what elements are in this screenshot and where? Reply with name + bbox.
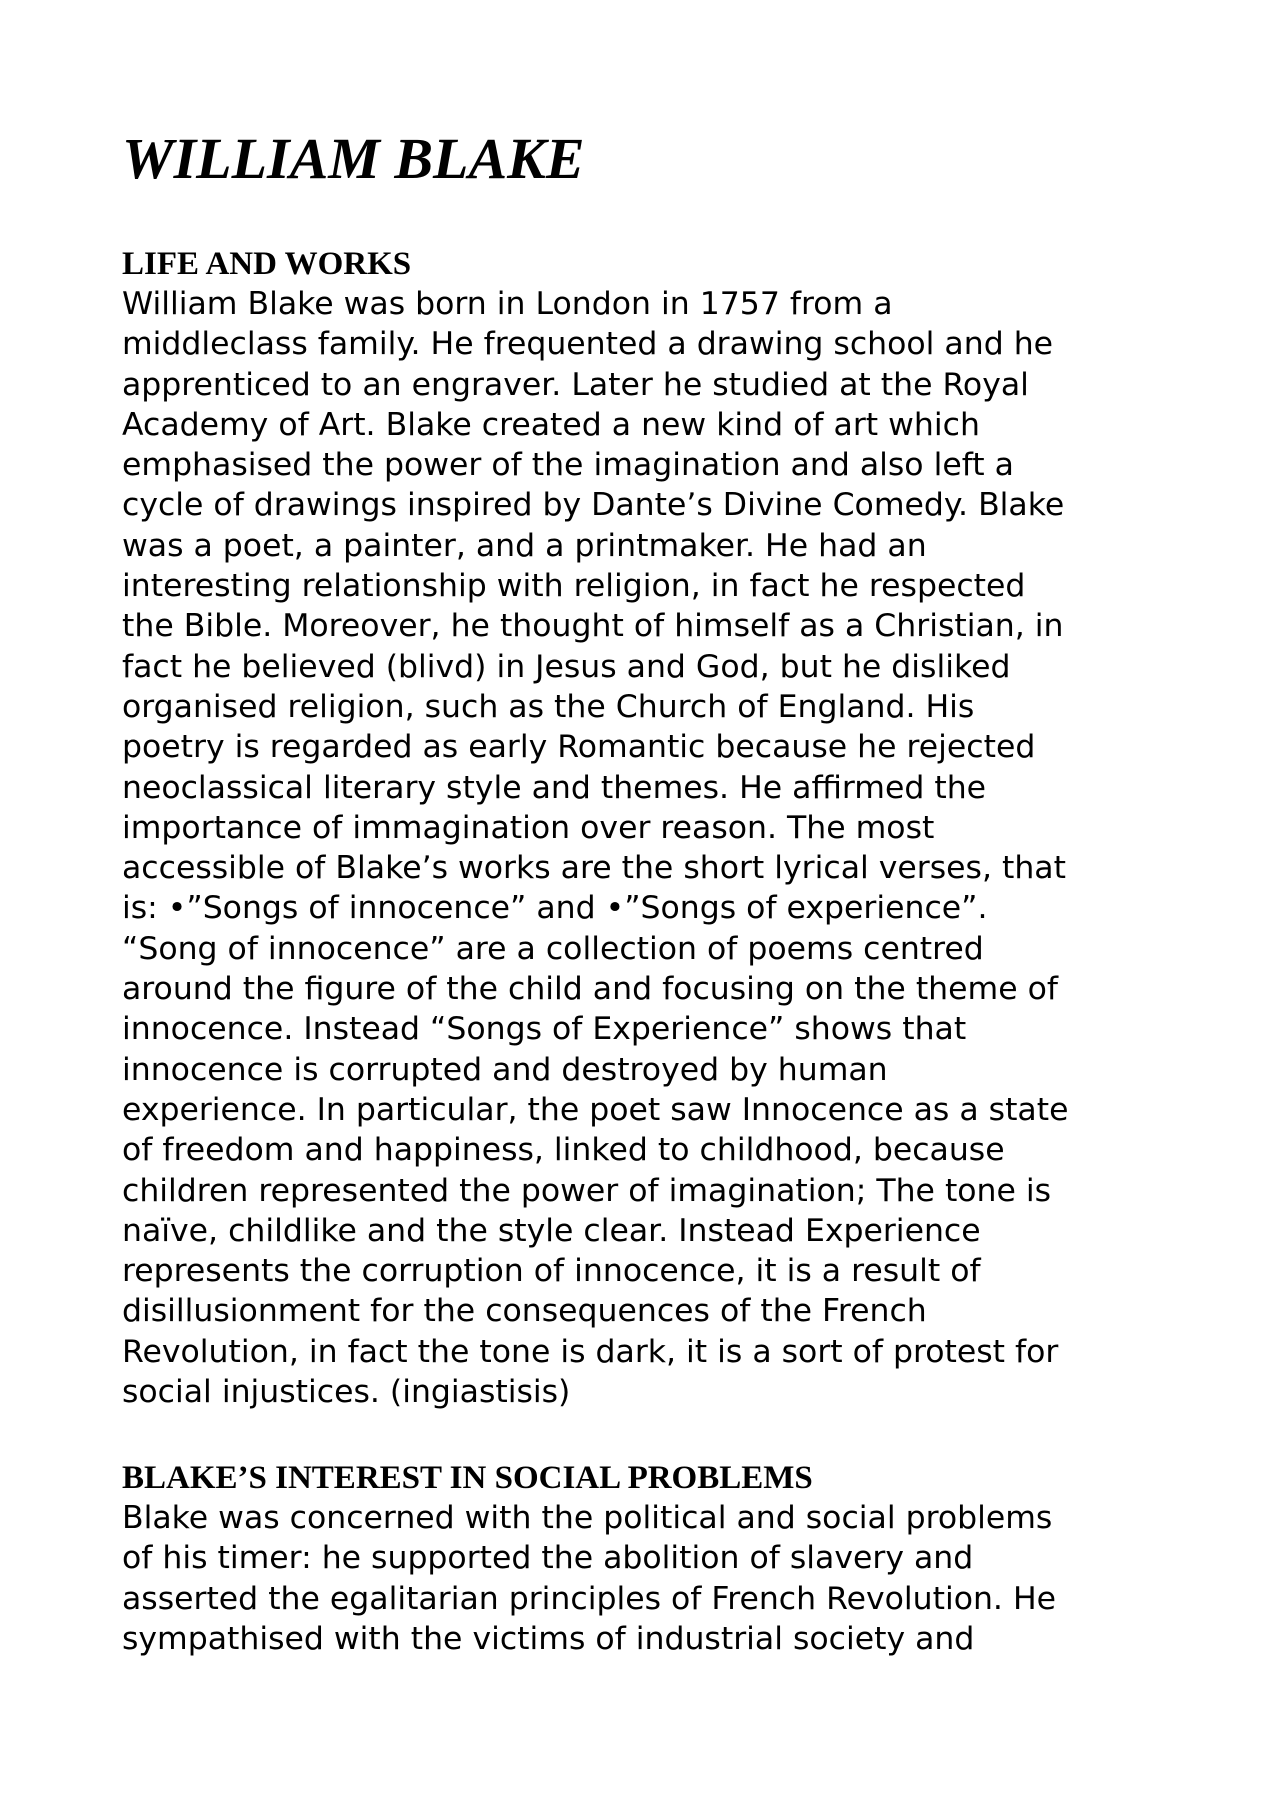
text-line: organised religion, such as the Church of England. His xyxy=(122,688,975,725)
text-line: was a poet, a painter, and a printmaker. He had an xyxy=(122,527,927,564)
text-line: social injustices. (ingiastisis) xyxy=(122,1374,571,1411)
text-line: Blake was concerned with the political and social problems xyxy=(122,1500,1053,1536)
text-line: experience. In particular, the poet saw Innocence as a state xyxy=(122,1091,1069,1128)
text-line: of his timer: he supported the abolition of slavery and xyxy=(122,1540,974,1577)
text-line: interesting relationship with religion, in fact he respected xyxy=(122,568,1026,605)
text-line: of freedom and happiness, linked to childhood, because xyxy=(122,1132,1005,1169)
text-line: is: •”Songs of innocence” and •”Songs of experience”. xyxy=(122,890,988,927)
text-line: innocence is corrupted and destroyed by human xyxy=(122,1051,888,1088)
text-line: naïve, childlike and the style clear. Instead Experience xyxy=(122,1212,981,1249)
section-heading: BLAKE’S INTEREST IN SOCIAL PROBLEMS xyxy=(122,1460,813,1496)
section-social-problems xyxy=(122,1458,1056,1659)
text-line: apprenticed to an engraver. Later he studied at the Royal xyxy=(122,366,1029,403)
text-line: cycle of drawings inspired by Dante’s Divine Comedy. Blake xyxy=(122,487,1065,524)
section-body xyxy=(122,1498,1056,1659)
text-line: accessible of Blake’s works are the short lyrical verses, that xyxy=(122,850,1066,887)
text-line: the Bible. Moreover, he thought of himself as a Christian, in xyxy=(122,608,1064,645)
text-line: Revolution, in fact the tone is dark, it is a sort of protest for xyxy=(122,1333,1059,1370)
text-line: emphasised the power of the imagination and also left a xyxy=(122,447,1014,484)
text-line: sympathised with the victims of industrial society and xyxy=(122,1620,975,1657)
text-line: represents the corruption of innocence, it is a result of xyxy=(122,1253,981,1290)
text-line: children represented the power of imagination; The tone is xyxy=(122,1172,1052,1209)
text-line: poetry is regarded as early Romantic because he rejected xyxy=(122,729,1036,766)
text-line: middleclass family. He frequented a drawing school and he xyxy=(122,326,1054,363)
section-life-and-works xyxy=(122,244,1068,1412)
text-line: fact he believed (blivd) in Jesus and God, but he disliked xyxy=(122,648,1011,685)
text-line: innocence. Instead “Songs of Experience” shows that xyxy=(122,1011,967,1048)
section-body xyxy=(122,284,1068,1412)
text-line: disillusionment for the consequences of the French xyxy=(122,1293,927,1330)
text-line: “Song of innocence” are a collection of poems centred xyxy=(122,930,984,967)
text-line: importance of immagination over reason. The most xyxy=(122,809,935,846)
text-line: around the figure of the child and focusing on the theme of xyxy=(122,971,1058,1008)
document-title: WILLIAM BLAKE xyxy=(122,126,585,191)
text-line: neoclassical literary style and themes. He affirmed the xyxy=(122,769,987,806)
text-line: William Blake was born in London in 1757 from a xyxy=(122,286,893,322)
text-line: asserted the egalitarian principles of French Revolution. He xyxy=(122,1580,1057,1617)
section-heading: LIFE AND WORKS xyxy=(122,246,412,282)
text-line: Academy of Art. Blake created a new kind of art which xyxy=(122,406,980,443)
